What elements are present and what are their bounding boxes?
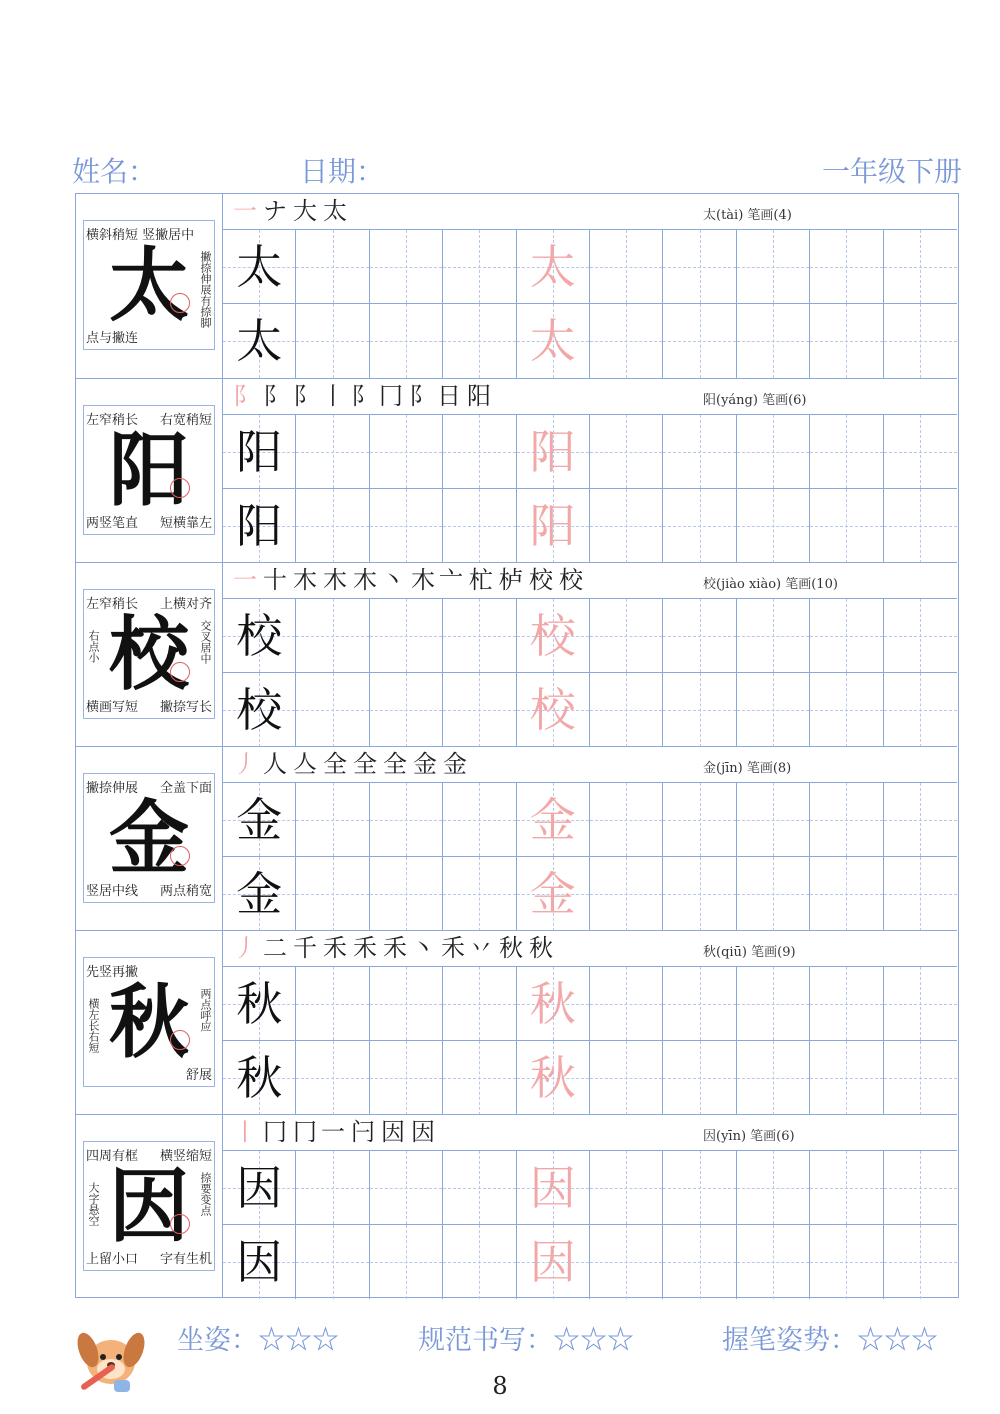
- model-cell[interactable]: [223, 967, 296, 1041]
- stroke-step: 杧: [469, 566, 497, 594]
- stroke-order-steps: [233, 381, 497, 411]
- stroke-step: 全: [323, 750, 351, 778]
- stroke-order-line: [223, 931, 957, 967]
- model-cell[interactable]: [223, 857, 296, 931]
- stroke-step: 因: [381, 1118, 409, 1146]
- pinyin-stroke-count: 校(jiào xiào) 笔画(10): [703, 577, 838, 592]
- trace-cell[interactable]: [517, 1225, 590, 1299]
- writing-tip: 横画写短: [86, 700, 139, 715]
- grade-label: 一年级下册: [821, 155, 962, 188]
- practice-cell[interactable]: [443, 1041, 516, 1115]
- trace-char: 金: [529, 793, 576, 847]
- stroke-step: 阝: [233, 382, 261, 410]
- stroke-step: 木: [323, 566, 351, 594]
- trace-char: 校: [529, 609, 576, 663]
- practice-cell[interactable]: [443, 304, 516, 378]
- practice-cell[interactable]: [296, 967, 369, 1041]
- stroke-step: 亼: [293, 750, 321, 778]
- stroke-step: 一: [233, 566, 261, 594]
- practice-cell[interactable]: [663, 783, 736, 857]
- model-cell[interactable]: [223, 304, 296, 378]
- stroke-highlight-mark: [170, 293, 190, 313]
- model-character: 阳: [109, 423, 189, 517]
- practice-cell[interactable]: [443, 857, 516, 931]
- trace-char: 太: [529, 314, 576, 368]
- practice-cell[interactable]: [296, 489, 369, 563]
- trace-char: 太: [529, 240, 576, 294]
- guide-box: [83, 957, 215, 1087]
- model-char: 太: [236, 314, 283, 368]
- model-char: 金: [236, 793, 283, 847]
- practice-cell[interactable]: [590, 489, 663, 563]
- model-character: 因: [109, 1159, 189, 1253]
- practice-cell[interactable]: [810, 1225, 883, 1299]
- model-char: 金: [236, 867, 283, 921]
- practice-cell[interactable]: [884, 1041, 957, 1115]
- practice-cell[interactable]: [296, 1225, 369, 1299]
- model-cell[interactable]: [223, 673, 296, 747]
- practice-grid: [223, 783, 957, 931]
- model-char: 校: [236, 609, 283, 663]
- stroke-order-steps: [233, 749, 473, 779]
- model-char: 校: [236, 683, 283, 737]
- practice-cell[interactable]: [443, 783, 516, 857]
- writing-tip: 点与撇连: [86, 331, 139, 346]
- stroke-step: 太: [323, 197, 351, 225]
- practice-cell[interactable]: [737, 304, 810, 378]
- writing-tip: 撇捺伸展有捺脚: [199, 251, 212, 328]
- writing-tip: 先竖再撇: [86, 965, 139, 980]
- writing-tip: 右点小: [87, 630, 100, 663]
- practice-cell[interactable]: [370, 415, 443, 489]
- char-row: [76, 1114, 957, 1298]
- practice-cell[interactable]: [370, 599, 443, 673]
- stroke-step: 千: [293, 934, 321, 962]
- model-character: 秋: [109, 975, 189, 1069]
- practice-cell[interactable]: [370, 489, 443, 563]
- stroke-step: 二: [263, 934, 291, 962]
- practice-cell[interactable]: [737, 673, 810, 747]
- sitting-posture-rating: 坐姿：☆☆☆: [177, 1325, 339, 1356]
- trace-char: 阳: [529, 499, 576, 553]
- practice-cell[interactable]: [810, 230, 883, 304]
- stroke-step: 秋: [529, 934, 557, 962]
- stroke-step: 禾: [323, 934, 351, 962]
- practice-cell[interactable]: [810, 304, 883, 378]
- trace-cell[interactable]: [517, 673, 590, 747]
- writing-tip: 左窄稍长: [86, 597, 139, 612]
- guide-box: [83, 1141, 215, 1271]
- writing-tip: 横左长右短: [87, 998, 100, 1053]
- practice-cell[interactable]: [590, 1225, 663, 1299]
- practice-cell[interactable]: [810, 967, 883, 1041]
- stroke-order-line: [223, 1115, 957, 1151]
- model-char: 因: [236, 1161, 283, 1215]
- practice-cell[interactable]: [810, 857, 883, 931]
- stroke-step: 木丶: [353, 566, 409, 594]
- guide-box: [83, 405, 215, 535]
- practice-cell[interactable]: [443, 1225, 516, 1299]
- model-character: 太: [109, 238, 189, 332]
- stroke-order-steps: [233, 1117, 441, 1147]
- char-row: [76, 746, 957, 930]
- guide-panel: [76, 194, 223, 378]
- practice-cell[interactable]: [443, 415, 516, 489]
- char-row: [76, 562, 957, 746]
- practice-cell[interactable]: [443, 599, 516, 673]
- stroke-step: 阝丨: [293, 382, 349, 410]
- practice-cell[interactable]: [370, 304, 443, 378]
- trace-char: 因: [529, 1235, 576, 1289]
- practice-grid: [223, 967, 957, 1115]
- page-number: 8: [492, 1372, 508, 1400]
- trace-cell[interactable]: [517, 857, 590, 931]
- model-character: 校: [109, 607, 189, 701]
- practice-cell[interactable]: [296, 415, 369, 489]
- trace-cell[interactable]: [517, 783, 590, 857]
- practice-cell[interactable]: [663, 599, 736, 673]
- practice-cell[interactable]: [443, 1151, 516, 1225]
- practice-cell[interactable]: [884, 599, 957, 673]
- practice-cell[interactable]: [663, 1151, 736, 1225]
- practice-cell[interactable]: [884, 673, 957, 747]
- stroke-highlight-mark: [170, 846, 190, 866]
- practice-cell[interactable]: [296, 857, 369, 931]
- practice-cell[interactable]: [296, 599, 369, 673]
- practice-cell[interactable]: [370, 967, 443, 1041]
- writing-tip: 两点呼应: [199, 988, 212, 1032]
- practice-cell[interactable]: [663, 1041, 736, 1115]
- writing-tip: 大字悬空: [87, 1182, 100, 1226]
- practice-cell[interactable]: [590, 857, 663, 931]
- practice-cell[interactable]: [443, 230, 516, 304]
- writing-tip: 竖居中线: [86, 884, 139, 899]
- writing-tip: 横竖缩短: [159, 1149, 212, 1164]
- model-char: 因: [236, 1235, 283, 1289]
- trace-cell[interactable]: [517, 415, 590, 489]
- stroke-highlight-mark: [170, 662, 190, 682]
- pinyin-stroke-count: 阳(yáng) 笔画(6): [703, 393, 807, 408]
- practice-cell[interactable]: [296, 230, 369, 304]
- trace-cell[interactable]: [517, 599, 590, 673]
- stroke-highlight-mark: [170, 1030, 190, 1050]
- practice-cell[interactable]: [590, 1151, 663, 1225]
- guide-panel: [76, 747, 223, 930]
- practice-cell[interactable]: [590, 415, 663, 489]
- model-char: 阳: [236, 499, 283, 553]
- stroke-step: 阝: [263, 382, 291, 410]
- trace-char: 因: [529, 1161, 576, 1215]
- stroke-step: 人: [263, 750, 291, 778]
- stroke-step: 全: [353, 750, 381, 778]
- practice-cell[interactable]: [737, 230, 810, 304]
- writing-tip: 上留小口: [86, 1252, 139, 1267]
- guide-panel: [76, 379, 223, 562]
- model-cell[interactable]: [223, 783, 296, 857]
- writing-tip: 两点稍宽: [159, 884, 212, 899]
- stroke-step: 因: [411, 1118, 439, 1146]
- guide-box: [83, 589, 215, 719]
- trace-char: 阳: [529, 425, 576, 479]
- writing-tip: 左窄稍长: [86, 413, 139, 428]
- practice-cell[interactable]: [663, 489, 736, 563]
- writing-tip: 捺要变点: [199, 1172, 212, 1216]
- practice-cell[interactable]: [296, 1041, 369, 1115]
- practice-cell[interactable]: [737, 1041, 810, 1115]
- practice-cell[interactable]: [370, 783, 443, 857]
- guide-box: [83, 220, 215, 350]
- practice-grid: [223, 1151, 957, 1299]
- practice-cell[interactable]: [884, 1225, 957, 1299]
- pinyin-stroke-count: 秋(qiū) 笔画(9): [703, 945, 796, 960]
- pinyin-stroke-count: 因(yīn) 笔画(6): [703, 1129, 795, 1144]
- practice-cell[interactable]: [737, 415, 810, 489]
- stroke-order-line: [223, 194, 957, 230]
- practice-cell[interactable]: [810, 783, 883, 857]
- stroke-step: 木: [293, 566, 321, 594]
- trace-char: 秋: [529, 977, 576, 1031]
- model-char: 太: [236, 240, 283, 294]
- stroke-order-line: [223, 379, 957, 415]
- stroke-step: ナ: [263, 197, 291, 225]
- stroke-step: 阝冂: [351, 382, 407, 410]
- writing-tip: 两竖笔直: [86, 516, 139, 531]
- practice-cell[interactable]: [590, 230, 663, 304]
- practice-grid: [223, 599, 957, 747]
- stroke-step: 木亠: [411, 566, 467, 594]
- trace-cell[interactable]: [517, 1151, 590, 1225]
- practice-cell[interactable]: [884, 1151, 957, 1225]
- stroke-step: 一: [233, 197, 261, 225]
- writing-tip: 右宽稍短: [159, 413, 212, 428]
- practice-cell[interactable]: [737, 489, 810, 563]
- practice-cell[interactable]: [443, 673, 516, 747]
- stroke-step: 十: [263, 566, 291, 594]
- practice-cell[interactable]: [737, 857, 810, 931]
- writing-tip: 横斜稍短 竖撇居中: [86, 228, 195, 243]
- writing-tip: 字有生机: [159, 1252, 212, 1267]
- stroke-order-steps: [233, 933, 559, 963]
- practice-cell[interactable]: [810, 673, 883, 747]
- stroke-step: 金: [443, 750, 471, 778]
- pinyin-stroke-count: 金(jīn) 笔画(8): [703, 761, 792, 776]
- practice-cell[interactable]: [370, 230, 443, 304]
- stroke-highlight-mark: [170, 478, 190, 498]
- stroke-step: 金: [413, 750, 441, 778]
- char-row: [76, 930, 957, 1114]
- practice-cell[interactable]: [663, 857, 736, 931]
- practice-sheet: [75, 193, 959, 1298]
- practice-grid: [223, 415, 957, 563]
- stroke-step: 禾: [353, 934, 381, 962]
- trace-cell[interactable]: [517, 1041, 590, 1115]
- practice-cell[interactable]: [590, 673, 663, 747]
- practice-cell[interactable]: [590, 967, 663, 1041]
- practice-cell[interactable]: [663, 304, 736, 378]
- practice-cell[interactable]: [810, 1151, 883, 1225]
- guide-box: [83, 773, 215, 903]
- stroke-step: 栌: [499, 566, 527, 594]
- practice-cell[interactable]: [884, 783, 957, 857]
- date-label: 日期：: [300, 155, 385, 188]
- guide-panel: [76, 931, 223, 1114]
- practice-cell[interactable]: [737, 1151, 810, 1225]
- practice-cell[interactable]: [590, 304, 663, 378]
- trace-char: 金: [529, 867, 576, 921]
- practice-cell[interactable]: [370, 857, 443, 931]
- stroke-step: 校: [529, 566, 557, 594]
- practice-cell[interactable]: [737, 967, 810, 1041]
- practice-cell[interactable]: [884, 489, 957, 563]
- model-cell[interactable]: [223, 230, 296, 304]
- practice-cell[interactable]: [663, 673, 736, 747]
- writing-tip: 全盖下面: [159, 781, 212, 796]
- practice-cell[interactable]: [884, 230, 957, 304]
- char-row: [76, 378, 957, 562]
- practice-cell[interactable]: [884, 415, 957, 489]
- model-cell[interactable]: [223, 415, 296, 489]
- stroke-step: 闩: [351, 1118, 379, 1146]
- model-char: 秋: [236, 1051, 283, 1105]
- stroke-step: 校: [559, 566, 587, 594]
- model-cell[interactable]: [223, 1225, 296, 1299]
- practice-cell[interactable]: [737, 783, 810, 857]
- stroke-step: 全: [383, 750, 411, 778]
- practice-cell[interactable]: [663, 415, 736, 489]
- guide-panel: [76, 563, 223, 746]
- practice-cell[interactable]: [884, 857, 957, 931]
- practice-cell[interactable]: [884, 304, 957, 378]
- practice-cell[interactable]: [884, 967, 957, 1041]
- stroke-step: 禾丷: [441, 934, 497, 962]
- stroke-highlight-mark: [170, 1214, 190, 1234]
- practice-cell[interactable]: [810, 599, 883, 673]
- stroke-step: 丿: [233, 934, 261, 962]
- model-char: 秋: [236, 977, 283, 1031]
- practice-cell[interactable]: [663, 967, 736, 1041]
- stroke-order-steps: [233, 196, 353, 226]
- model-cell[interactable]: [223, 1151, 296, 1225]
- practice-cell[interactable]: [370, 1225, 443, 1299]
- stroke-step: 阝日: [409, 382, 465, 410]
- practice-cell[interactable]: [590, 1041, 663, 1115]
- writing-tip: 四周有框: [86, 1149, 139, 1164]
- writing-tip: 撇捺写长: [159, 700, 212, 715]
- writing-tip: 撇捺伸展: [86, 781, 139, 796]
- trace-cell[interactable]: [517, 967, 590, 1041]
- practice-cell[interactable]: [590, 783, 663, 857]
- practice-cell[interactable]: [810, 1041, 883, 1115]
- stroke-step: 禾丶: [383, 934, 439, 962]
- name-label: 姓名：: [72, 155, 157, 188]
- writing-tip: 短横靠左: [159, 516, 212, 531]
- practice-cell[interactable]: [663, 230, 736, 304]
- practice-cell[interactable]: [443, 967, 516, 1041]
- practice-cell[interactable]: [663, 1225, 736, 1299]
- stroke-step: 冂: [263, 1118, 291, 1146]
- trace-char: 秋: [529, 1051, 576, 1105]
- trace-cell[interactable]: [517, 304, 590, 378]
- stroke-order-line: [223, 563, 957, 599]
- char-row: [76, 194, 957, 378]
- pen-grip-rating: 握笔姿势：☆☆☆: [722, 1325, 938, 1356]
- pinyin-stroke-count: 太(tài) 笔画(4): [703, 208, 792, 223]
- practice-cell[interactable]: [296, 673, 369, 747]
- stroke-order-line: [223, 747, 957, 783]
- stroke-step: 丿: [233, 750, 261, 778]
- model-cell[interactable]: [223, 1041, 296, 1115]
- stroke-step: 秋: [499, 934, 527, 962]
- trace-cell[interactable]: [517, 230, 590, 304]
- practice-cell[interactable]: [810, 415, 883, 489]
- practice-cell[interactable]: [737, 599, 810, 673]
- guide-panel: [76, 1115, 223, 1298]
- practice-cell[interactable]: [296, 1151, 369, 1225]
- stroke-step: 阳: [467, 382, 495, 410]
- practice-cell[interactable]: [590, 599, 663, 673]
- practice-cell[interactable]: [737, 1225, 810, 1299]
- practice-cell[interactable]: [370, 1151, 443, 1225]
- writing-standard-rating: 规范书写：☆☆☆: [418, 1325, 634, 1356]
- writing-tip: 交叉居中: [199, 620, 212, 664]
- writing-tip: 上横对齐: [159, 597, 212, 612]
- trace-char: 校: [529, 683, 576, 737]
- practice-cell[interactable]: [296, 783, 369, 857]
- model-char: 阳: [236, 425, 283, 479]
- practice-grid: [223, 230, 957, 378]
- writing-tip: 舒展: [185, 1068, 212, 1083]
- trace-cell[interactable]: [517, 489, 590, 563]
- practice-cell[interactable]: [296, 304, 369, 378]
- model-cell[interactable]: [223, 599, 296, 673]
- stroke-step: 大: [293, 197, 321, 225]
- stroke-order-steps: [233, 565, 589, 595]
- stroke-step: 冂一: [293, 1118, 349, 1146]
- practice-cell[interactable]: [370, 1041, 443, 1115]
- practice-cell[interactable]: [810, 489, 883, 563]
- practice-cell[interactable]: [443, 489, 516, 563]
- practice-cell[interactable]: [370, 673, 443, 747]
- model-character: 金: [109, 791, 189, 885]
- model-cell[interactable]: [223, 489, 296, 563]
- stroke-step: 丨: [233, 1118, 261, 1146]
